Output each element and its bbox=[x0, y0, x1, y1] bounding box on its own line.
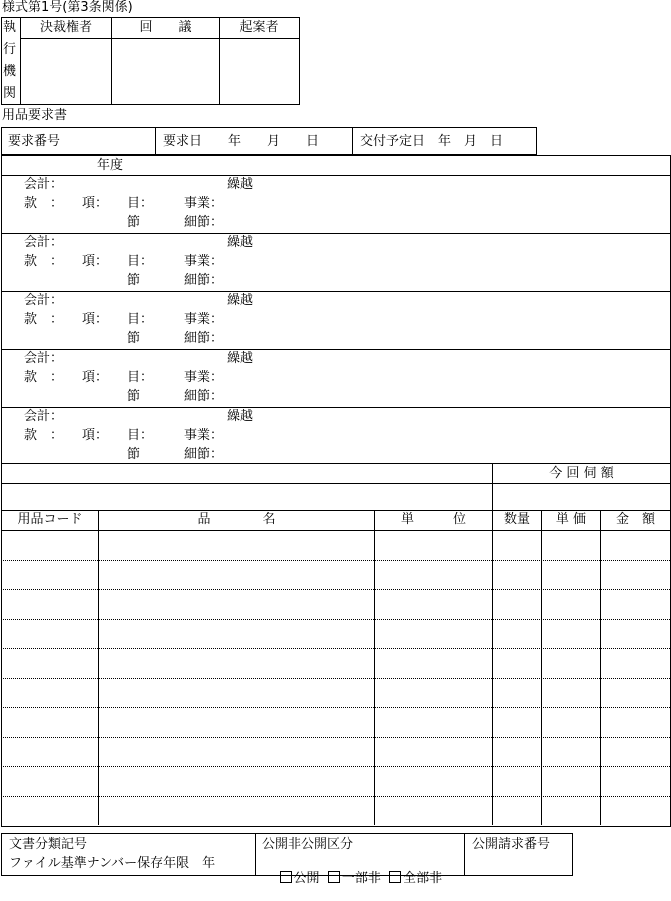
circulation-header: 回 議 bbox=[139, 20, 192, 35]
form-label: 様式第1号(第3条関係) bbox=[2, 0, 133, 15]
amount-header: 今 回 伺 額 bbox=[549, 466, 614, 481]
kou-label: 項： bbox=[82, 196, 109, 211]
setsu-label: 節 bbox=[127, 331, 141, 346]
moku-label: 目： bbox=[127, 196, 154, 211]
account-label: 会計： bbox=[24, 351, 64, 366]
carryover-label: 繰越 bbox=[227, 177, 254, 192]
carryover-label: 繰越 bbox=[227, 409, 254, 424]
checkbox-icon[interactable] bbox=[389, 871, 401, 883]
drafter-header: 起案者 bbox=[239, 20, 279, 35]
disclosure-label: 公開非公開区分 bbox=[262, 837, 354, 852]
public-option[interactable]: 公開 bbox=[280, 871, 320, 886]
disclosure-options bbox=[263, 856, 442, 901]
file-retention-label: ファイル基準ナンバー保存年限 年 bbox=[9, 856, 216, 871]
carryover-label: 繰越 bbox=[227, 235, 254, 250]
col-amount: 金 額 bbox=[615, 512, 655, 527]
account-label: 会計： bbox=[24, 235, 64, 250]
setsu-label: 節 bbox=[127, 389, 141, 404]
table-row bbox=[1, 560, 670, 561]
table-row bbox=[1, 619, 670, 620]
table-row bbox=[1, 796, 670, 797]
account-label: 会計： bbox=[24, 409, 64, 424]
account-label: 会計： bbox=[24, 293, 64, 308]
fiscal-year-label: 年度 bbox=[97, 158, 124, 173]
kou-label: 項： bbox=[82, 312, 109, 327]
approver-header: 決裁権者 bbox=[39, 20, 92, 35]
request-number-footer-label: 公開請求番号 bbox=[472, 837, 551, 852]
col-item-code: 用品コード bbox=[17, 512, 83, 527]
saisetsu-label: 細節： bbox=[184, 331, 224, 346]
jigyou-label: 事業： bbox=[184, 370, 224, 385]
form-title: 用品要求書 bbox=[2, 108, 68, 123]
table-row bbox=[1, 648, 670, 649]
col-quantity: 数量 bbox=[503, 512, 530, 527]
col-item-name: 品 名 bbox=[197, 512, 276, 527]
side-label-3: 機 bbox=[3, 64, 17, 79]
saisetsu-label: 細節： bbox=[184, 273, 224, 288]
jigyou-label: 事業： bbox=[184, 254, 224, 269]
moku-label: 目： bbox=[127, 370, 154, 385]
checkbox-icon[interactable] bbox=[328, 871, 340, 883]
col-unit-price: 単 価 bbox=[555, 512, 587, 527]
request-number-label: 要求番号 bbox=[8, 134, 61, 149]
setsu-label: 節 bbox=[127, 447, 141, 462]
side-label-4: 関 bbox=[3, 86, 17, 101]
moku-label: 目： bbox=[127, 254, 154, 269]
kan-label: 款 ： bbox=[24, 312, 64, 327]
kan-label: 款 ： bbox=[24, 370, 64, 385]
moku-label: 目： bbox=[127, 312, 154, 327]
checkbox-icon[interactable] bbox=[280, 871, 292, 883]
kan-label: 款 ： bbox=[24, 254, 64, 269]
jigyou-label: 事業： bbox=[184, 428, 224, 443]
saisetsu-label: 細節： bbox=[184, 215, 224, 230]
table-row bbox=[1, 737, 670, 738]
setsu-label: 節 bbox=[127, 215, 141, 230]
jigyou-label: 事業： bbox=[184, 312, 224, 327]
col-unit: 単 位 bbox=[400, 512, 466, 527]
delivery-date-label: 交付予定日 年 月 日 bbox=[360, 134, 504, 149]
saisetsu-label: 細節： bbox=[184, 389, 224, 404]
table-row bbox=[1, 707, 670, 708]
nondisclosure-option[interactable]: 全部非 bbox=[389, 871, 442, 886]
table-row bbox=[1, 766, 670, 767]
table-row bbox=[1, 589, 670, 590]
doc-class-label: 文書分類記号 bbox=[9, 837, 88, 852]
partial-option[interactable]: 一部非 bbox=[328, 871, 381, 886]
carryover-label: 繰越 bbox=[227, 351, 254, 366]
saisetsu-label: 細節： bbox=[184, 447, 224, 462]
kou-label: 項： bbox=[82, 370, 109, 385]
side-label-1: 執 bbox=[3, 20, 17, 35]
table-row bbox=[1, 678, 670, 679]
request-date-label: 要求日 年 月 日 bbox=[163, 134, 320, 149]
side-label-2: 行 bbox=[3, 42, 17, 57]
kou-label: 項： bbox=[82, 254, 109, 269]
moku-label: 目： bbox=[127, 428, 154, 443]
jigyou-label: 事業： bbox=[184, 196, 224, 211]
carryover-label: 繰越 bbox=[227, 293, 254, 308]
kan-label: 款 ： bbox=[24, 196, 64, 211]
kan-label: 款 ： bbox=[24, 428, 64, 443]
account-label: 会計： bbox=[24, 177, 64, 192]
kou-label: 項： bbox=[82, 428, 109, 443]
setsu-label: 節 bbox=[127, 273, 141, 288]
